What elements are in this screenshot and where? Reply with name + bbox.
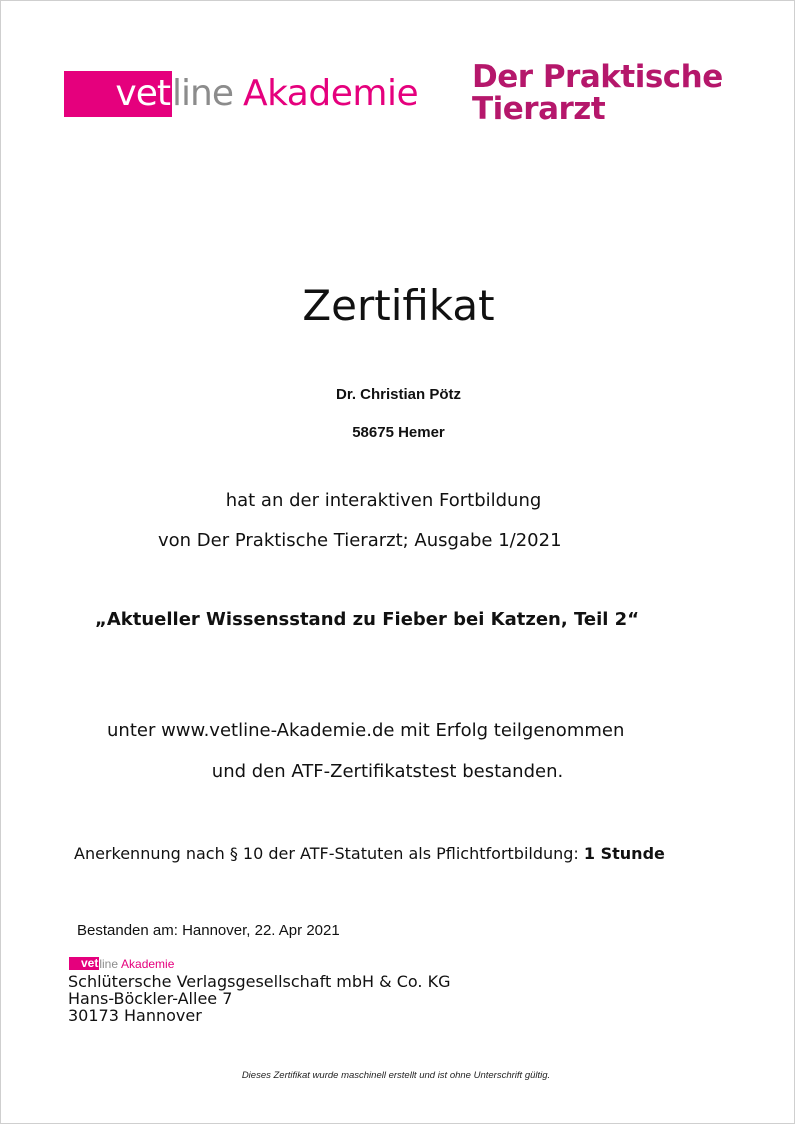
vetline-akademie-mini-logo — [69, 957, 174, 970]
mini-logo-akademie: Akademie — [121, 956, 175, 971]
logo-line-text: line — [172, 73, 233, 114]
certificate-title: Zertifikat — [302, 281, 495, 330]
recognition-statement — [74, 844, 665, 863]
passed-date: Bestanden am: Hannover, 22. Apr 2021 — [77, 922, 340, 939]
recipient-name: Dr. Christian Pötz — [335, 386, 462, 403]
partner-logo-line2: Tierarzt — [472, 91, 606, 127]
statement-line-2: von Der Praktische Tierarzt; Ausgabe 1/2021 — [158, 530, 562, 551]
vetline-akademie-logo — [64, 71, 418, 117]
statement-line-3: unter www.vetline-Akademie.de mit Erfolg teilgenommen — [107, 720, 625, 741]
publisher-street: Hans-Böckler-Allee 7 — [68, 989, 233, 1008]
mini-logo-line: line — [99, 956, 119, 971]
statement-line-1: hat an der interaktiven Fortbildung — [225, 490, 542, 511]
recognition-text: Anerkennung nach § 10 der ATF-Statuten als Pflichtfortbildung: — [74, 844, 584, 863]
recognition-value: 1 Stunde — [583, 844, 665, 863]
recipient-city: 58675 Hemer — [352, 424, 445, 441]
logo-vet-text: vet — [64, 71, 172, 117]
der-praktische-tierarzt-logo — [472, 61, 772, 125]
publisher-zip-city: 30173 Hannover — [68, 1006, 202, 1025]
publisher-name: Schlütersche Verlagsgesellschaft mbH & Co. KG — [68, 972, 451, 991]
logo-akademie-text: Akademie — [242, 73, 419, 114]
partner-logo-line1: Der Praktische — [472, 59, 723, 95]
mini-logo-vet: vet — [69, 957, 99, 970]
course-title: „Aktueller Wissensstand zu Fieber bei Katzen, Teil 2“ — [95, 609, 640, 630]
validity-note: Dieses Zertifikat wurde maschinell erstellt und ist ohne Unterschrift gültig. — [241, 1070, 551, 1081]
statement-line-4: und den ATF-Zertifikatstest bestanden. — [211, 761, 564, 782]
